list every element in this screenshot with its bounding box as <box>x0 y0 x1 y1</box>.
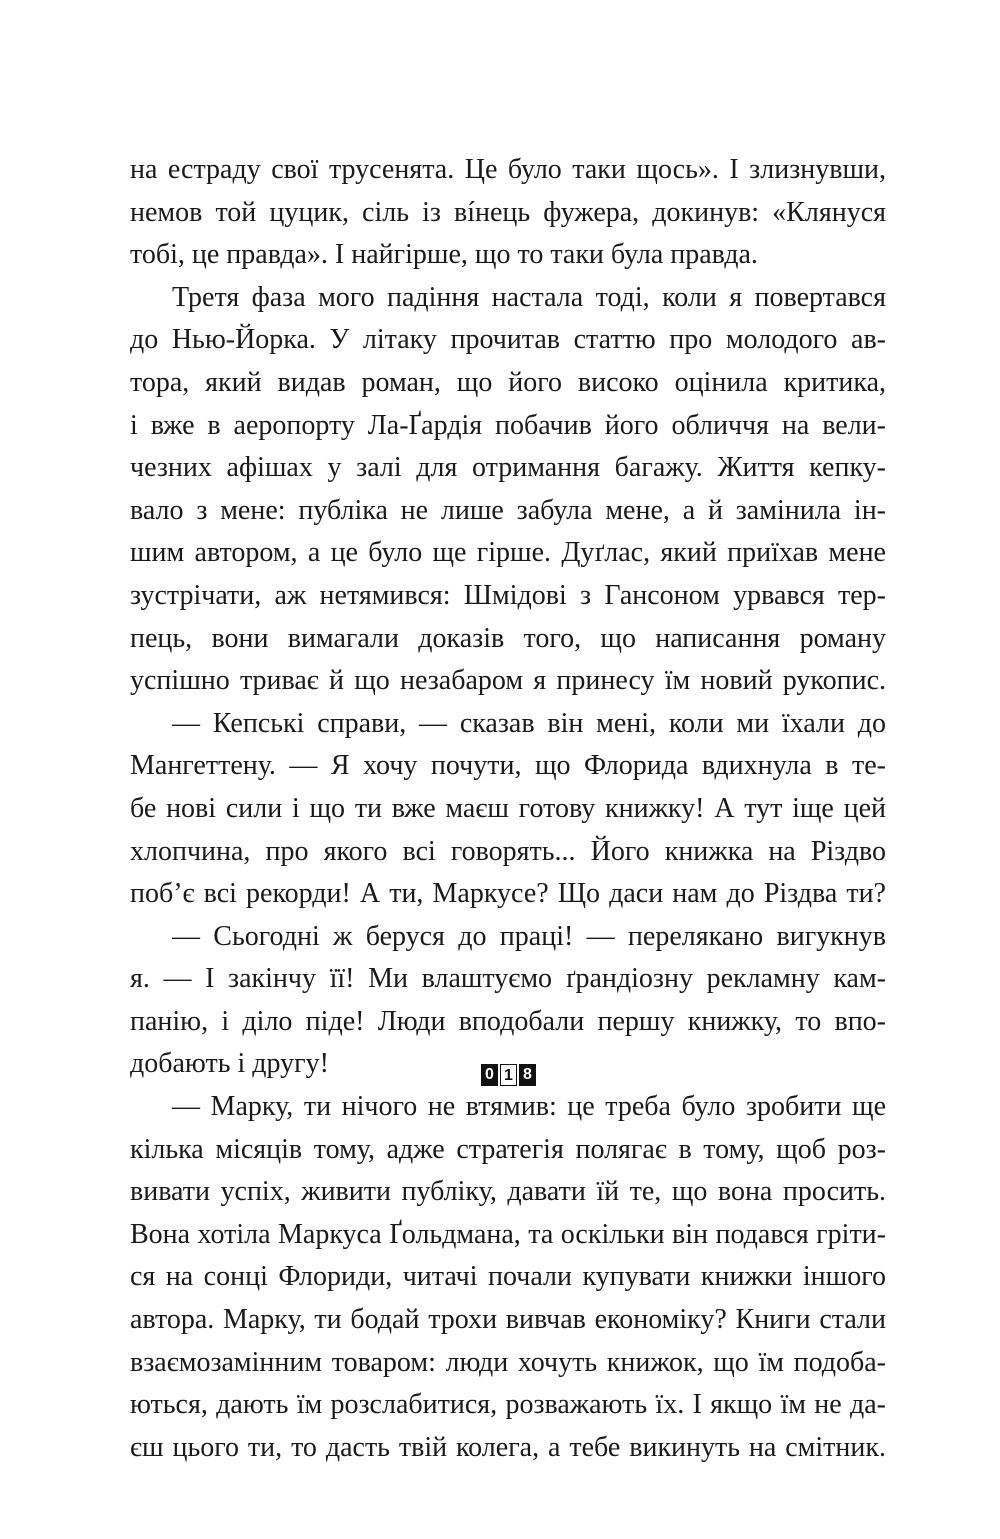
text-line: на естраду свої трусенята. Це було таки щось». І злизнувши, <box>130 154 886 185</box>
text-line: — Кепські справи, — сказав він мені, коли ми їхали до <box>172 707 886 739</box>
page-number <box>481 1064 536 1086</box>
page-number-digit: 0 <box>481 1064 498 1086</box>
text-line: хлопчина, про якого всі говорять... Його книжка на Різдво <box>130 835 886 867</box>
text-line: тобі, це правда». І найгірше, що то таки була правда. <box>130 239 758 271</box>
body-text <box>130 149 886 1469</box>
text-line: я. — І закінчу її! Ми влаштуємо ґрандіозну рекламну кам- <box>130 963 886 995</box>
text-line: добають і другу! <box>130 1048 329 1080</box>
text-line: ються, дають їм розслабитися, розважають їх. І якщо їм не да- <box>130 1389 886 1421</box>
page-number-digit: 1 <box>500 1064 517 1086</box>
text-line: панію, і діло піде! Люди вподобали першу книжку, то впо- <box>130 1005 886 1037</box>
text-line: вивати успіх, живити публіку, давати їй те, що вона просить. <box>130 1176 886 1208</box>
text-line: єш цього ти, то дасть твій колега, а тебе викинуть на смітник. <box>130 1431 886 1463</box>
text-line: бе нові сили і що ти вже маєш готову книжку! А тут іще цей <box>130 792 886 824</box>
text-line: автора. Марку, ти бодай трохи вивчав економіку? Книги стали <box>130 1304 886 1336</box>
text-line: — Сьогодні ж беруся до праці! — перелякано вигукнув <box>172 920 886 952</box>
text-line: пець, вони вимагали доказів того, що написання роману <box>130 622 886 654</box>
text-line: поб’є всі рекорди! А ти, Маркусе? Що даси нам до Різдва ти? <box>130 878 886 910</box>
text-line: взаємозамінним товаром: люди хочуть книжок, що їм подоба- <box>130 1346 886 1378</box>
text-line: Вона хотіла Маркуса Ґольдмана, та оскільки він подався гріти- <box>130 1218 886 1250</box>
text-line: тора, який видав роман, що його високо оцінила критика, <box>130 366 886 398</box>
text-line: чезних афішах у залі для отримання багажу. Життя кепку- <box>130 452 886 484</box>
text-line: Третя фаза мого падіння настала тоді, коли я повертався <box>172 281 886 313</box>
text-line: до Нью-Йорка. У літаку прочитав статтю про молодого ав- <box>130 324 886 356</box>
text-line: кілька місяців тому, адже стратегія полягає в тому, щоб роз- <box>130 1133 886 1165</box>
text-line: зустрічати, аж нетямився: Шмідові з Гансоном урвався тер- <box>130 579 886 611</box>
text-line: ся на сонці Флориди, читачі почали купувати книжки іншого <box>130 1261 886 1293</box>
text-line: — Марку, ти нічого не втямив: це треба було зробити ще <box>172 1091 886 1123</box>
text-line: вало з мене: публіка не лише забула мене, а й замінила ін- <box>130 494 886 526</box>
text-line: шим автором, а це було ще гірше. Дуґлас, який приїхав мене <box>130 537 886 569</box>
text-line: і вже в аеропорту Ла-Ґардія побачив його обличчя на вели- <box>130 409 886 441</box>
text-line: немов той цуцик, сіль із вíнець фужера, докинув: «Клянуся <box>130 196 886 228</box>
text-line: Мангеттену. — Я хочу почути, що Флорида вдихнула в те- <box>130 750 886 782</box>
text-line: успішно триває й що незабаром я принесу їм новий рукопис. <box>130 665 886 697</box>
page-number-digit: 8 <box>519 1064 536 1086</box>
